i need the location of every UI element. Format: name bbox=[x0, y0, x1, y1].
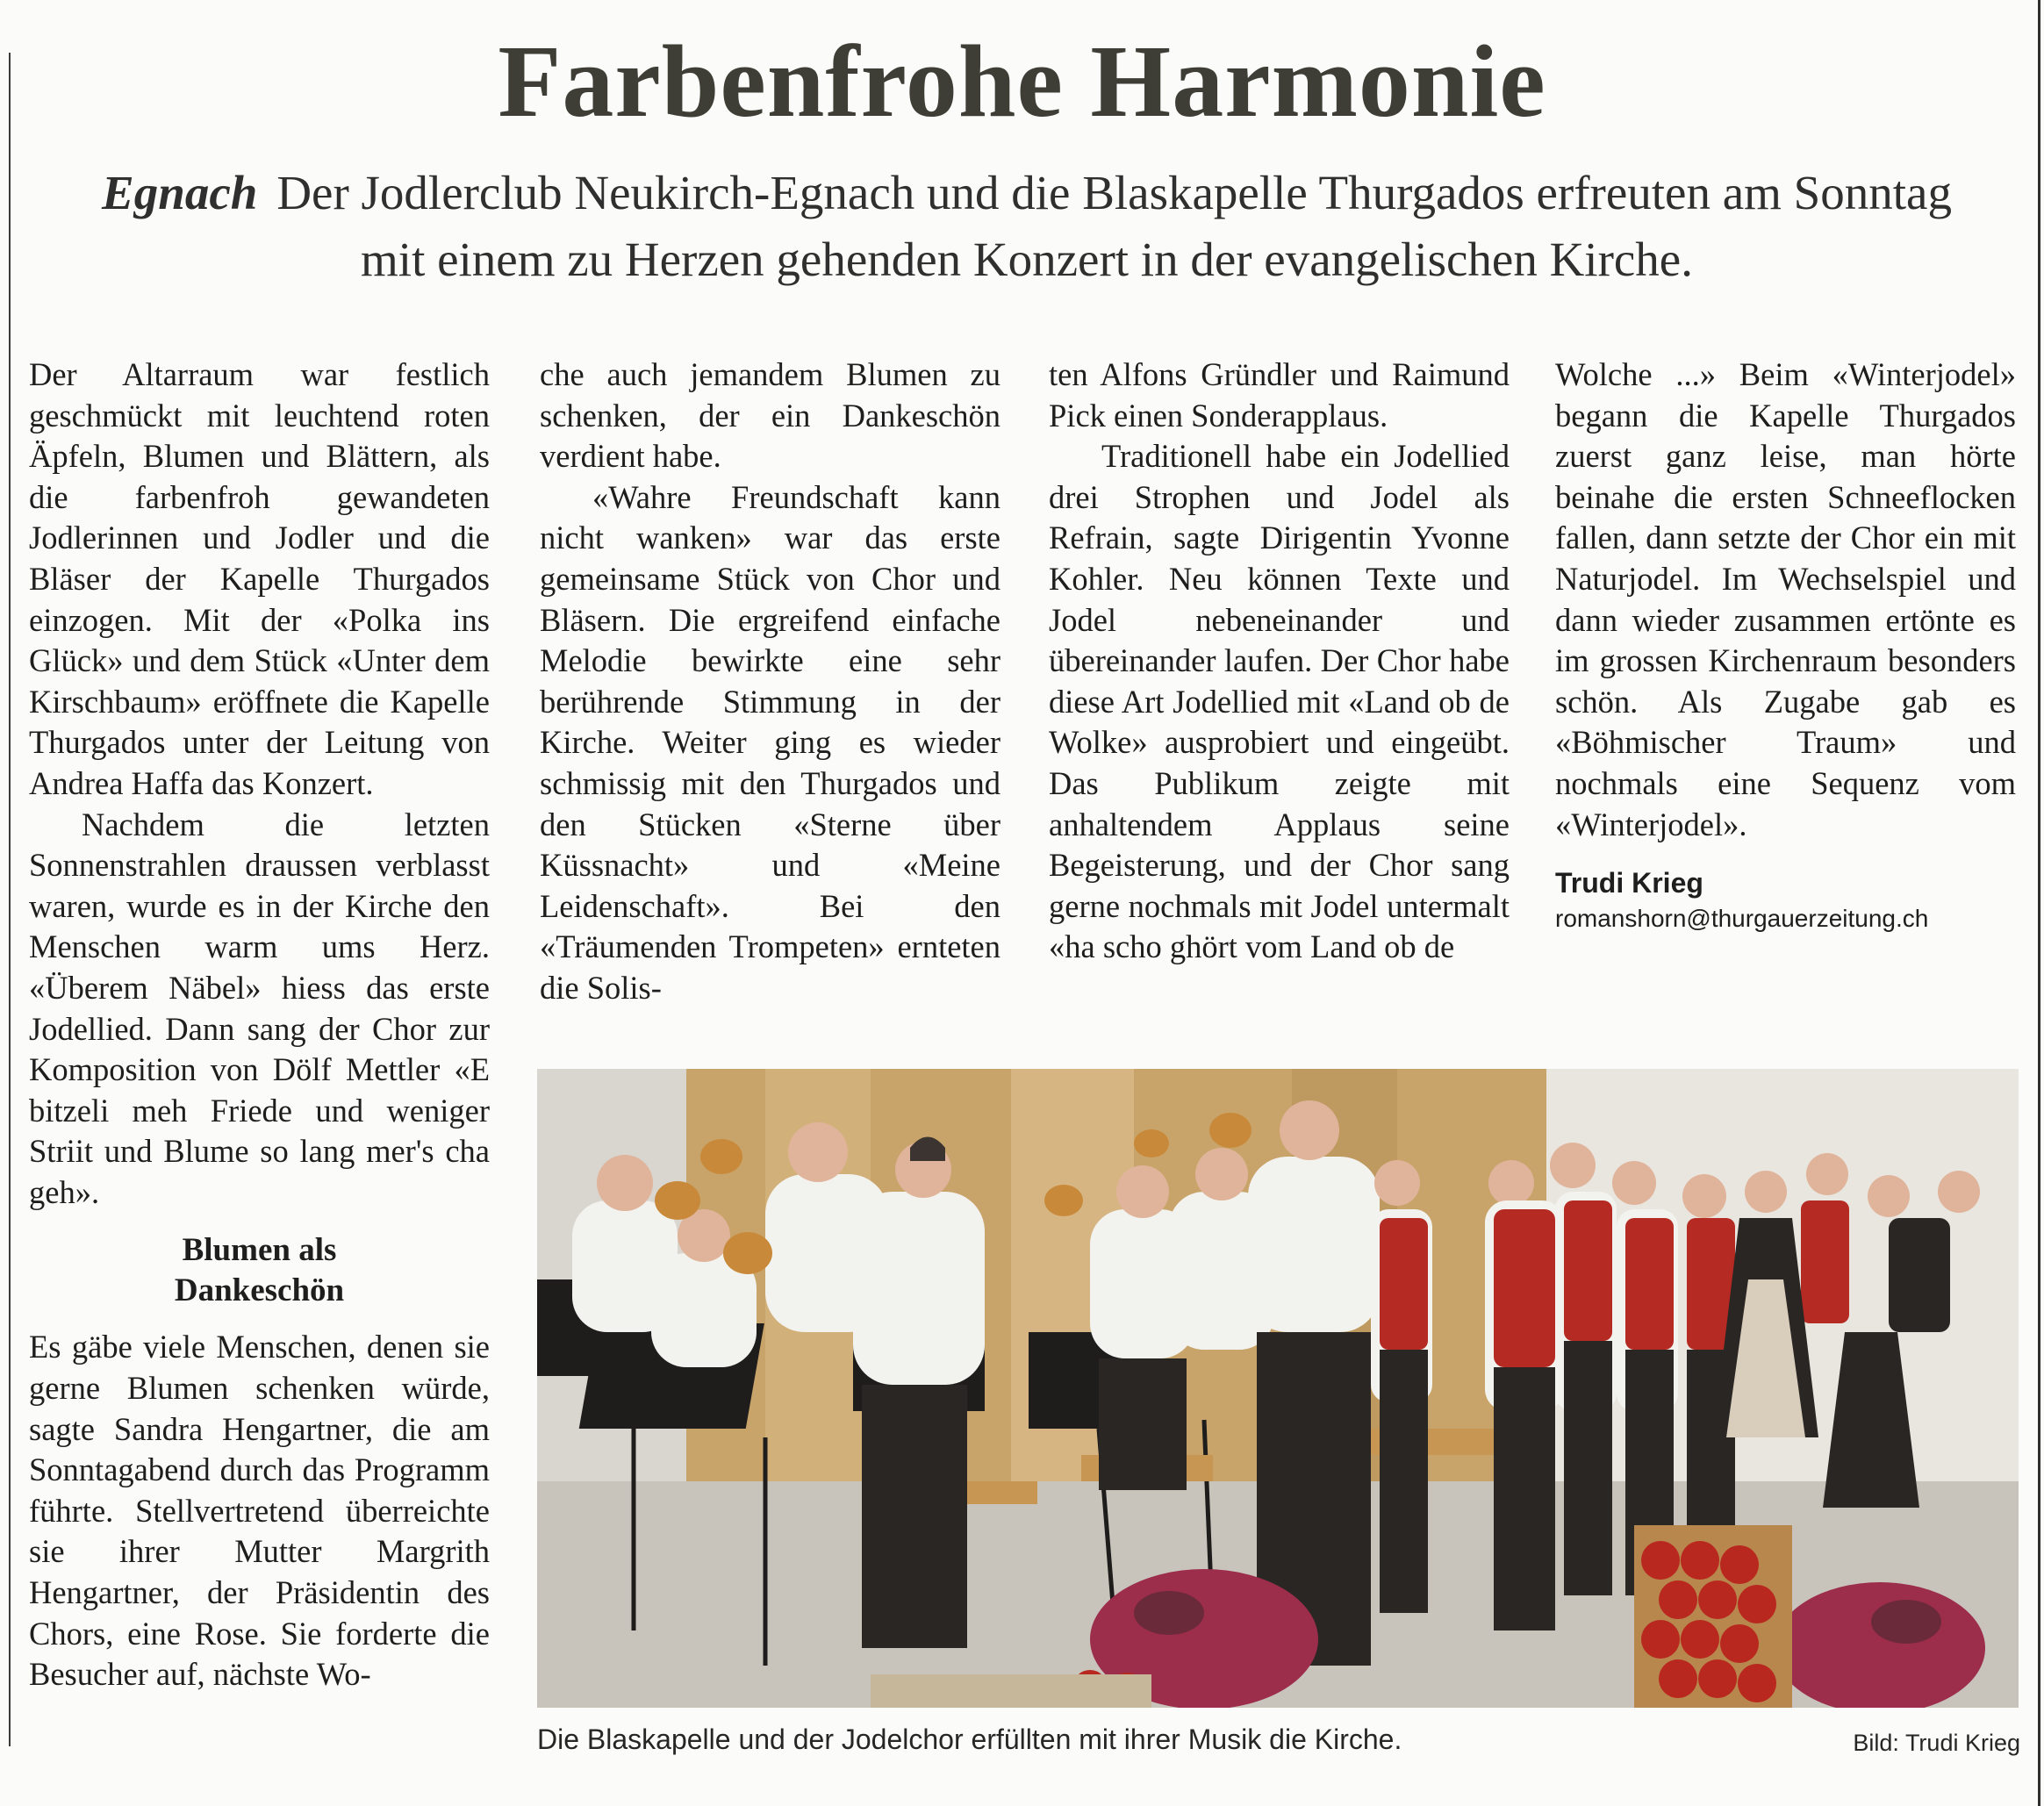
lead-text: Der Jodlerclub Neukirch-Egnach und die Blaskapelle Thurgados erfreuten am Sonntag mit einem zu Herzen gehenden Konzert in der evangelischen Kirche. bbox=[276, 166, 1952, 286]
photo-credit: Bild: Trudi Krieg bbox=[1853, 1730, 2020, 1756]
page-border-right bbox=[2038, 0, 2040, 1806]
paragraph: Der Altarraum war festlich geschmückt mit leuchtend roten Äpfeln, Blumen und Blättern, als die farbenfroh gewandeten Jodlerinnen und Jodler und die Bläser der Kapelle Thurgados einzogen. Mit der «Polka ins Glück» und dem Stück «Unter dem Kirschbaum» eröffnete die Kapelle Thurgados unter der Leitung von Andrea Haffa das Konzert. bbox=[29, 356, 490, 801]
subheading bbox=[29, 1230, 490, 1311]
paragraph: ten Alfons Gründler und Raimund Pick einen Sonderapplaus. bbox=[1049, 356, 1510, 434]
article-column-2 bbox=[540, 355, 1000, 1009]
article-column-3 bbox=[1049, 355, 1510, 968]
paragraph: Es gäbe viele Menschen, denen sie gerne Blumen schenken würde, sagte Sandra Hengartner, die am Sonntagabend durch das Programm führte. Stellvertretend überreichte sie ihrer Mutter Margrith Hengartner, der Präsidentin des Chors, eine Rose. Sie forderte die Besucher auf, nächste Wo- bbox=[29, 1329, 490, 1693]
article-column-1 bbox=[29, 355, 490, 1695]
paragraph: «Wahre Freundschaft kann nicht wanken» war das erste gemeinsame Stück von Chor und Bläsern. Die ergreifend einfache Melodie bewirkte eine sehr berührende Stimmung in der Kirche. Weiter ging es wieder schmissig mit den Thurgados und den Stücken «Sterne über Küssnacht» und «Meine Leidenschaft». Bei den «Träumenden Trompeten» ernteten die Solis- bbox=[540, 478, 1000, 1006]
paragraph: Wolche ...» Beim «Winterjodel» begann die Kapelle Thurgados zuerst ganz leise, man hörte beinahe die ersten Schneeflocken fallen, dann setzte der Chor ein mit Naturjodel. Im Wechselspiel und dann wieder zusammen ertönte es im grossen Kirchenraum besonders schön. Als Zugabe gab es «Böhmischer Traum» und nochmals eine Sequenz vom «Winterjodel». bbox=[1555, 356, 2016, 842]
caption-text: Die Blaskapelle und der Jodelchor erfüllten mit ihrer Musik die Kirche. bbox=[537, 1724, 1402, 1755]
paragraph: Nachdem die letzten Sonnenstrahlen draussen verblasst waren, wurde es in der Kirche den Menschen warm ums Herz. «Überem Näbel» hiess das erste Jodellied. Dann sang der Chor zur Komposition von Dölf Mettler «E bitzeli meh Friede und weniger Striit und Blume so lang mer's cha geh». bbox=[29, 806, 490, 1210]
subheading-line: Dankeschön bbox=[174, 1272, 345, 1309]
concert-photo-illustration bbox=[537, 1069, 2019, 1708]
author-name: Trudi Krieg bbox=[1555, 867, 1703, 899]
lead-paragraph bbox=[88, 160, 1966, 293]
concert-photo bbox=[537, 1069, 2019, 1708]
author-email: romanshorn@thurgauerzeitung.ch bbox=[1555, 905, 1929, 933]
page-border-left bbox=[9, 53, 11, 1746]
paragraph: Traditionell habe ein Jodellied drei Strophen und Jodel als Refrain, sagte Dirigentin Yvonne Kohler. Neu können Texte und Jodel nebeneinander und übereinander laufen. Der Chor habe diese Art Jodellied mit «Land ob de Wolke» ausprobiert und eingeübt. Das Publikum zeigte mit anhaltendem Applaus seine Begeisterung, und der Chor sang gerne nochmals mit Jodel untermalt «ha scho ghört vom Land ob de bbox=[1049, 438, 1510, 965]
headline: Farbenfrohe Harmonie bbox=[498, 24, 1546, 139]
photo-caption bbox=[537, 1722, 2020, 1757]
paragraph: che auch jemandem Blumen zu schenken, der ein Dankeschön verdient habe. bbox=[540, 356, 1000, 475]
article-column-4 bbox=[1555, 355, 2016, 936]
subheading-line: Blumen als bbox=[182, 1232, 337, 1269]
dateline-location: Egnach bbox=[102, 166, 258, 219]
